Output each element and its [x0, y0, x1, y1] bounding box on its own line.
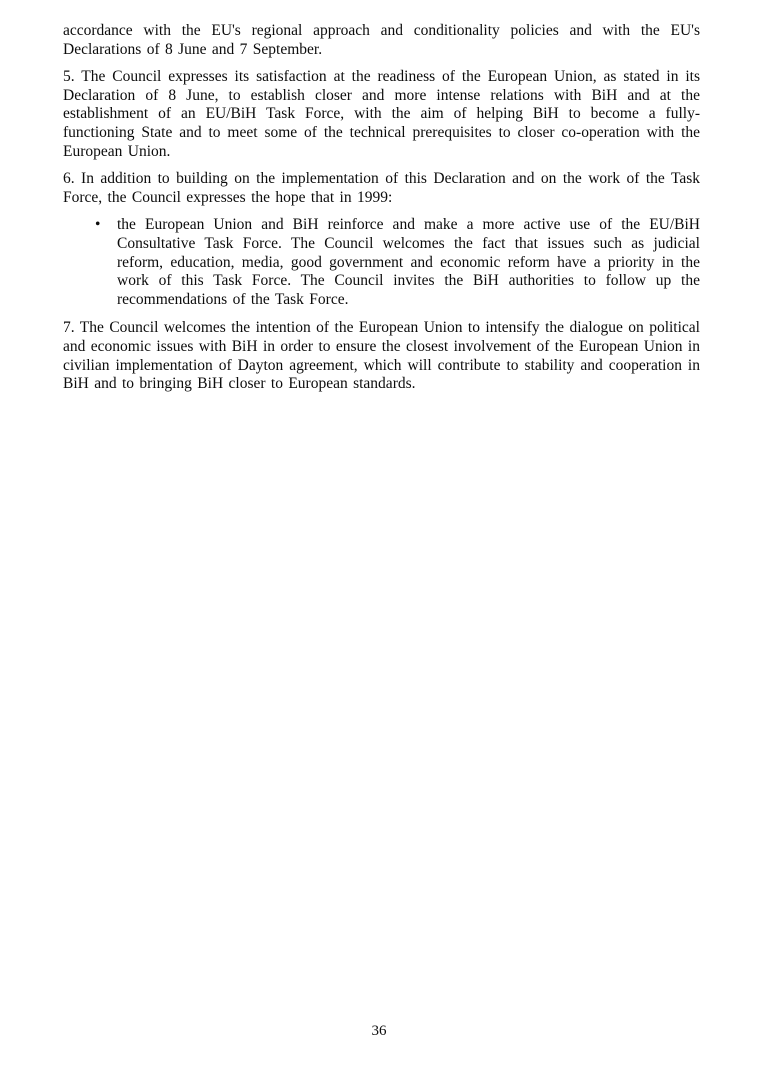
bullet-icon: •	[95, 216, 101, 234]
bullet-item-text: the European Union and BiH reinforce and make a more active use of the EU/BiH Consultative Task Force. The Council welcomes the fact that issues such as judicial reform, education, media, good government and economic reform have a priority in the work of this Task Force. The Council invites the BiH authorities to follow up the recommendations of the Task Force.	[117, 216, 700, 308]
paragraph-continuation: accordance with the EU's regional approach and conditionality policies and with the EU's Declarations of 8 June and 7 September.	[63, 22, 700, 58]
page-number: 36	[371, 1023, 387, 1039]
bullet-list-item	[95, 216, 700, 309]
document-content	[63, 22, 700, 403]
paragraph-5: 5. The Council expresses its satisfaction at the readiness of the European Union, as stated in its Declaration of 8 June, to establish closer and more intense relations with BiH and at the establishment of an EU/BiH Task Force, with the aim of helping BiH to become a fully-functioning State and to meet some of the technical prerequisites to closer co-operation with the European Union.	[63, 68, 700, 160]
paragraph-6: 6. In addition to building on the implementation of this Declaration and on the work of the Task Force, the Council expresses the hope that in 1999:	[63, 170, 700, 206]
paragraph-7: 7. The Council welcomes the intention of the European Union to intensify the dialogue on political and economic issues with BiH in order to ensure the closest involvement of the European Union in civilian implementation of Dayton agreement, which will contribute to stability and cooperation in BiH and to bringing BiH closer to European standards.	[63, 319, 700, 393]
